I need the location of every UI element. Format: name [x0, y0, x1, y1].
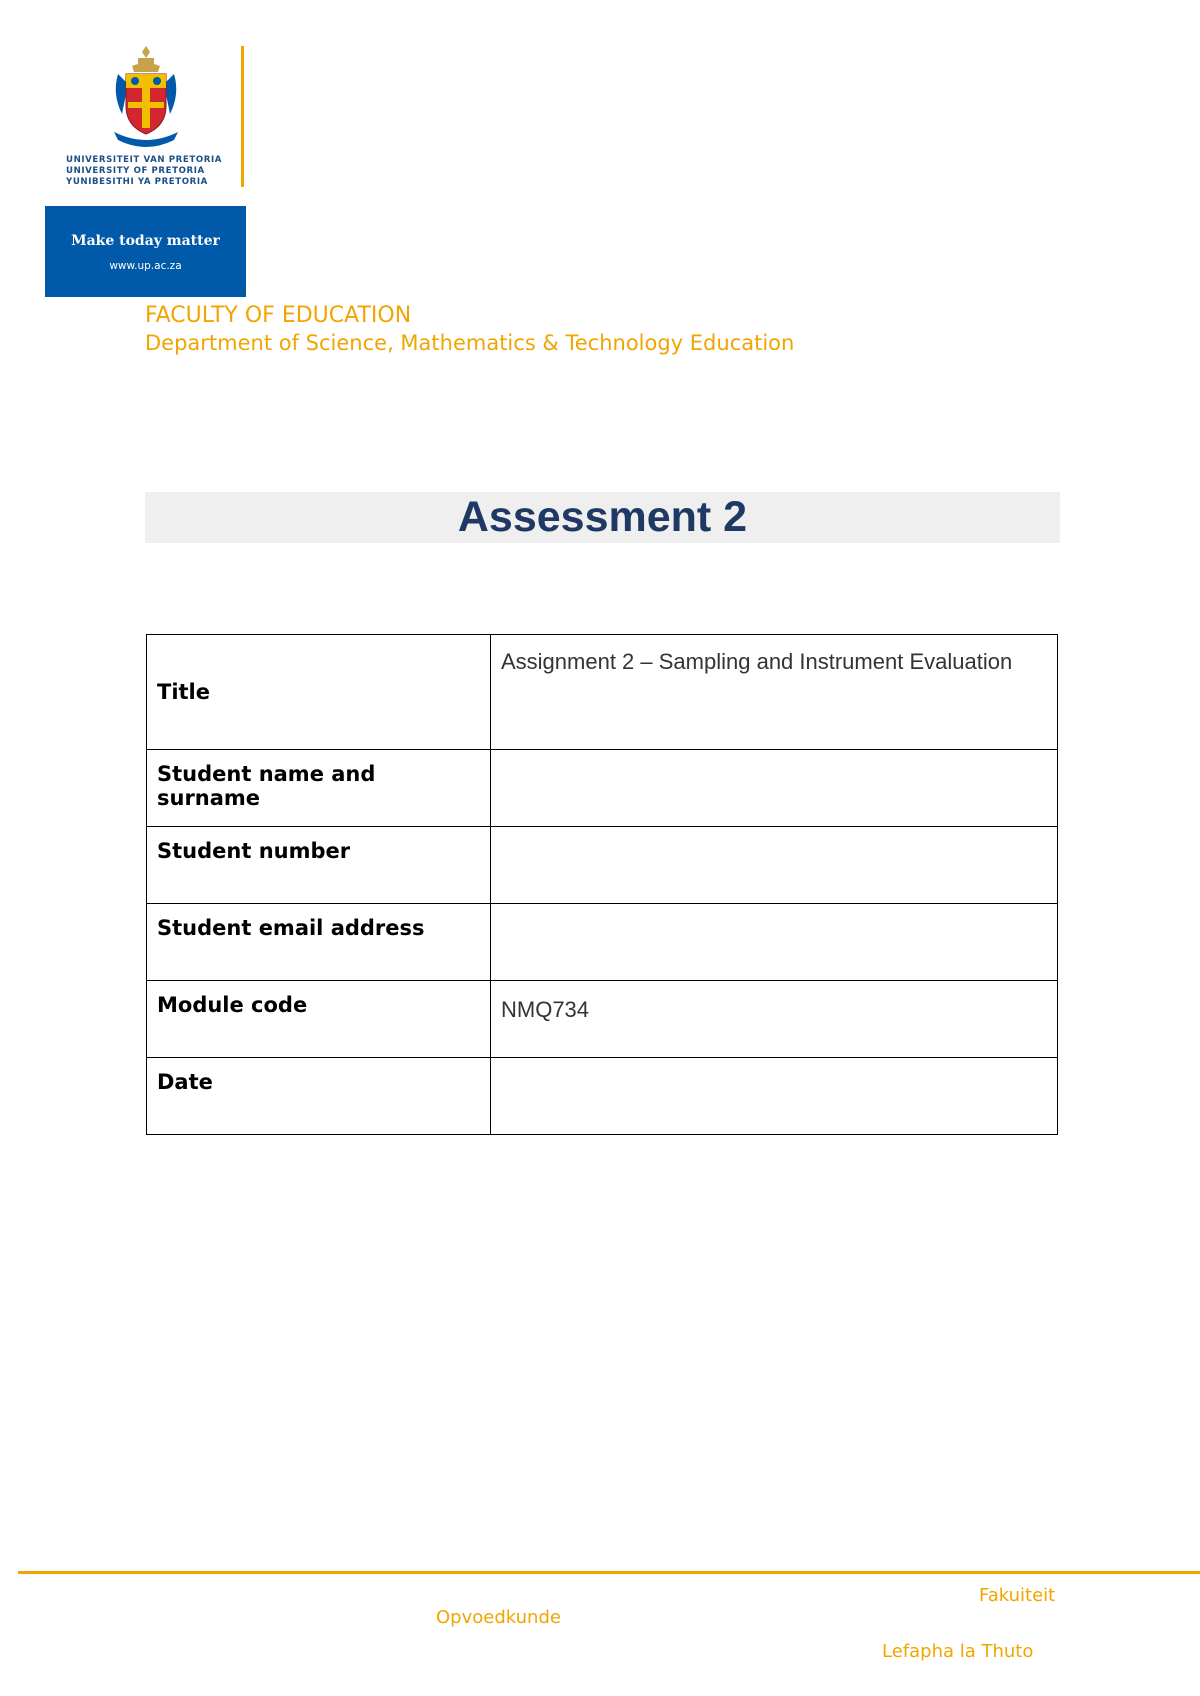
- footer-divider: [18, 1571, 1200, 1574]
- row-value-date[interactable]: [491, 1058, 1058, 1135]
- row-value-title[interactable]: Assignment 2 – Sampling and Instrument Evaluation: [491, 635, 1058, 750]
- cover-info-table: [146, 634, 1058, 1135]
- row-label-module-code: Module code: [147, 981, 491, 1058]
- row-label-title: Title: [147, 635, 491, 750]
- university-name-afrikaans: UNIVERSITEIT VAN PRETORIA: [66, 155, 222, 165]
- row-value-student-email[interactable]: [491, 904, 1058, 981]
- row-label-student-email: Student email address: [147, 904, 491, 981]
- footer-faculty-sepedi: Lefapha la Thuto: [882, 1641, 1034, 1662]
- university-logo: [66, 44, 226, 189]
- table-row: [147, 981, 1058, 1058]
- university-name-english: UNIVERSITY OF PRETORIA: [66, 166, 205, 176]
- university-crest-icon: [108, 44, 184, 149]
- tagline-box: [45, 206, 246, 297]
- university-name-sepedi: YUNIBESITHI YA PRETORIA: [66, 177, 208, 187]
- logo-divider: [241, 46, 244, 187]
- assessment-banner: [145, 492, 1060, 543]
- table-row: [147, 827, 1058, 904]
- department-name: Department of Science, Mathematics & Technology Education: [145, 331, 795, 355]
- assessment-title: Assessment 2: [457, 493, 748, 541]
- table-row: [147, 1058, 1058, 1135]
- row-label-student-name: Student name and surname: [147, 750, 491, 827]
- tagline-text: Make today matter: [71, 233, 220, 249]
- faculty-title: FACULTY OF EDUCATION: [145, 303, 412, 328]
- table-row: [147, 750, 1058, 827]
- footer-faculty-afrikaans-line1: Fakuiteit: [979, 1585, 1056, 1606]
- row-label-date: Date: [147, 1058, 491, 1135]
- row-value-student-name[interactable]: [491, 750, 1058, 827]
- table-row: [147, 635, 1058, 750]
- row-value-module-code[interactable]: NMQ734: [491, 981, 1058, 1058]
- tagline-url: www.up.ac.za: [109, 260, 182, 272]
- table-row: [147, 904, 1058, 981]
- footer-faculty-afrikaans-line2: Opvoedkunde: [436, 1607, 561, 1628]
- row-label-student-number: Student number: [147, 827, 491, 904]
- university-names: [66, 155, 226, 188]
- row-value-student-number[interactable]: [491, 827, 1058, 904]
